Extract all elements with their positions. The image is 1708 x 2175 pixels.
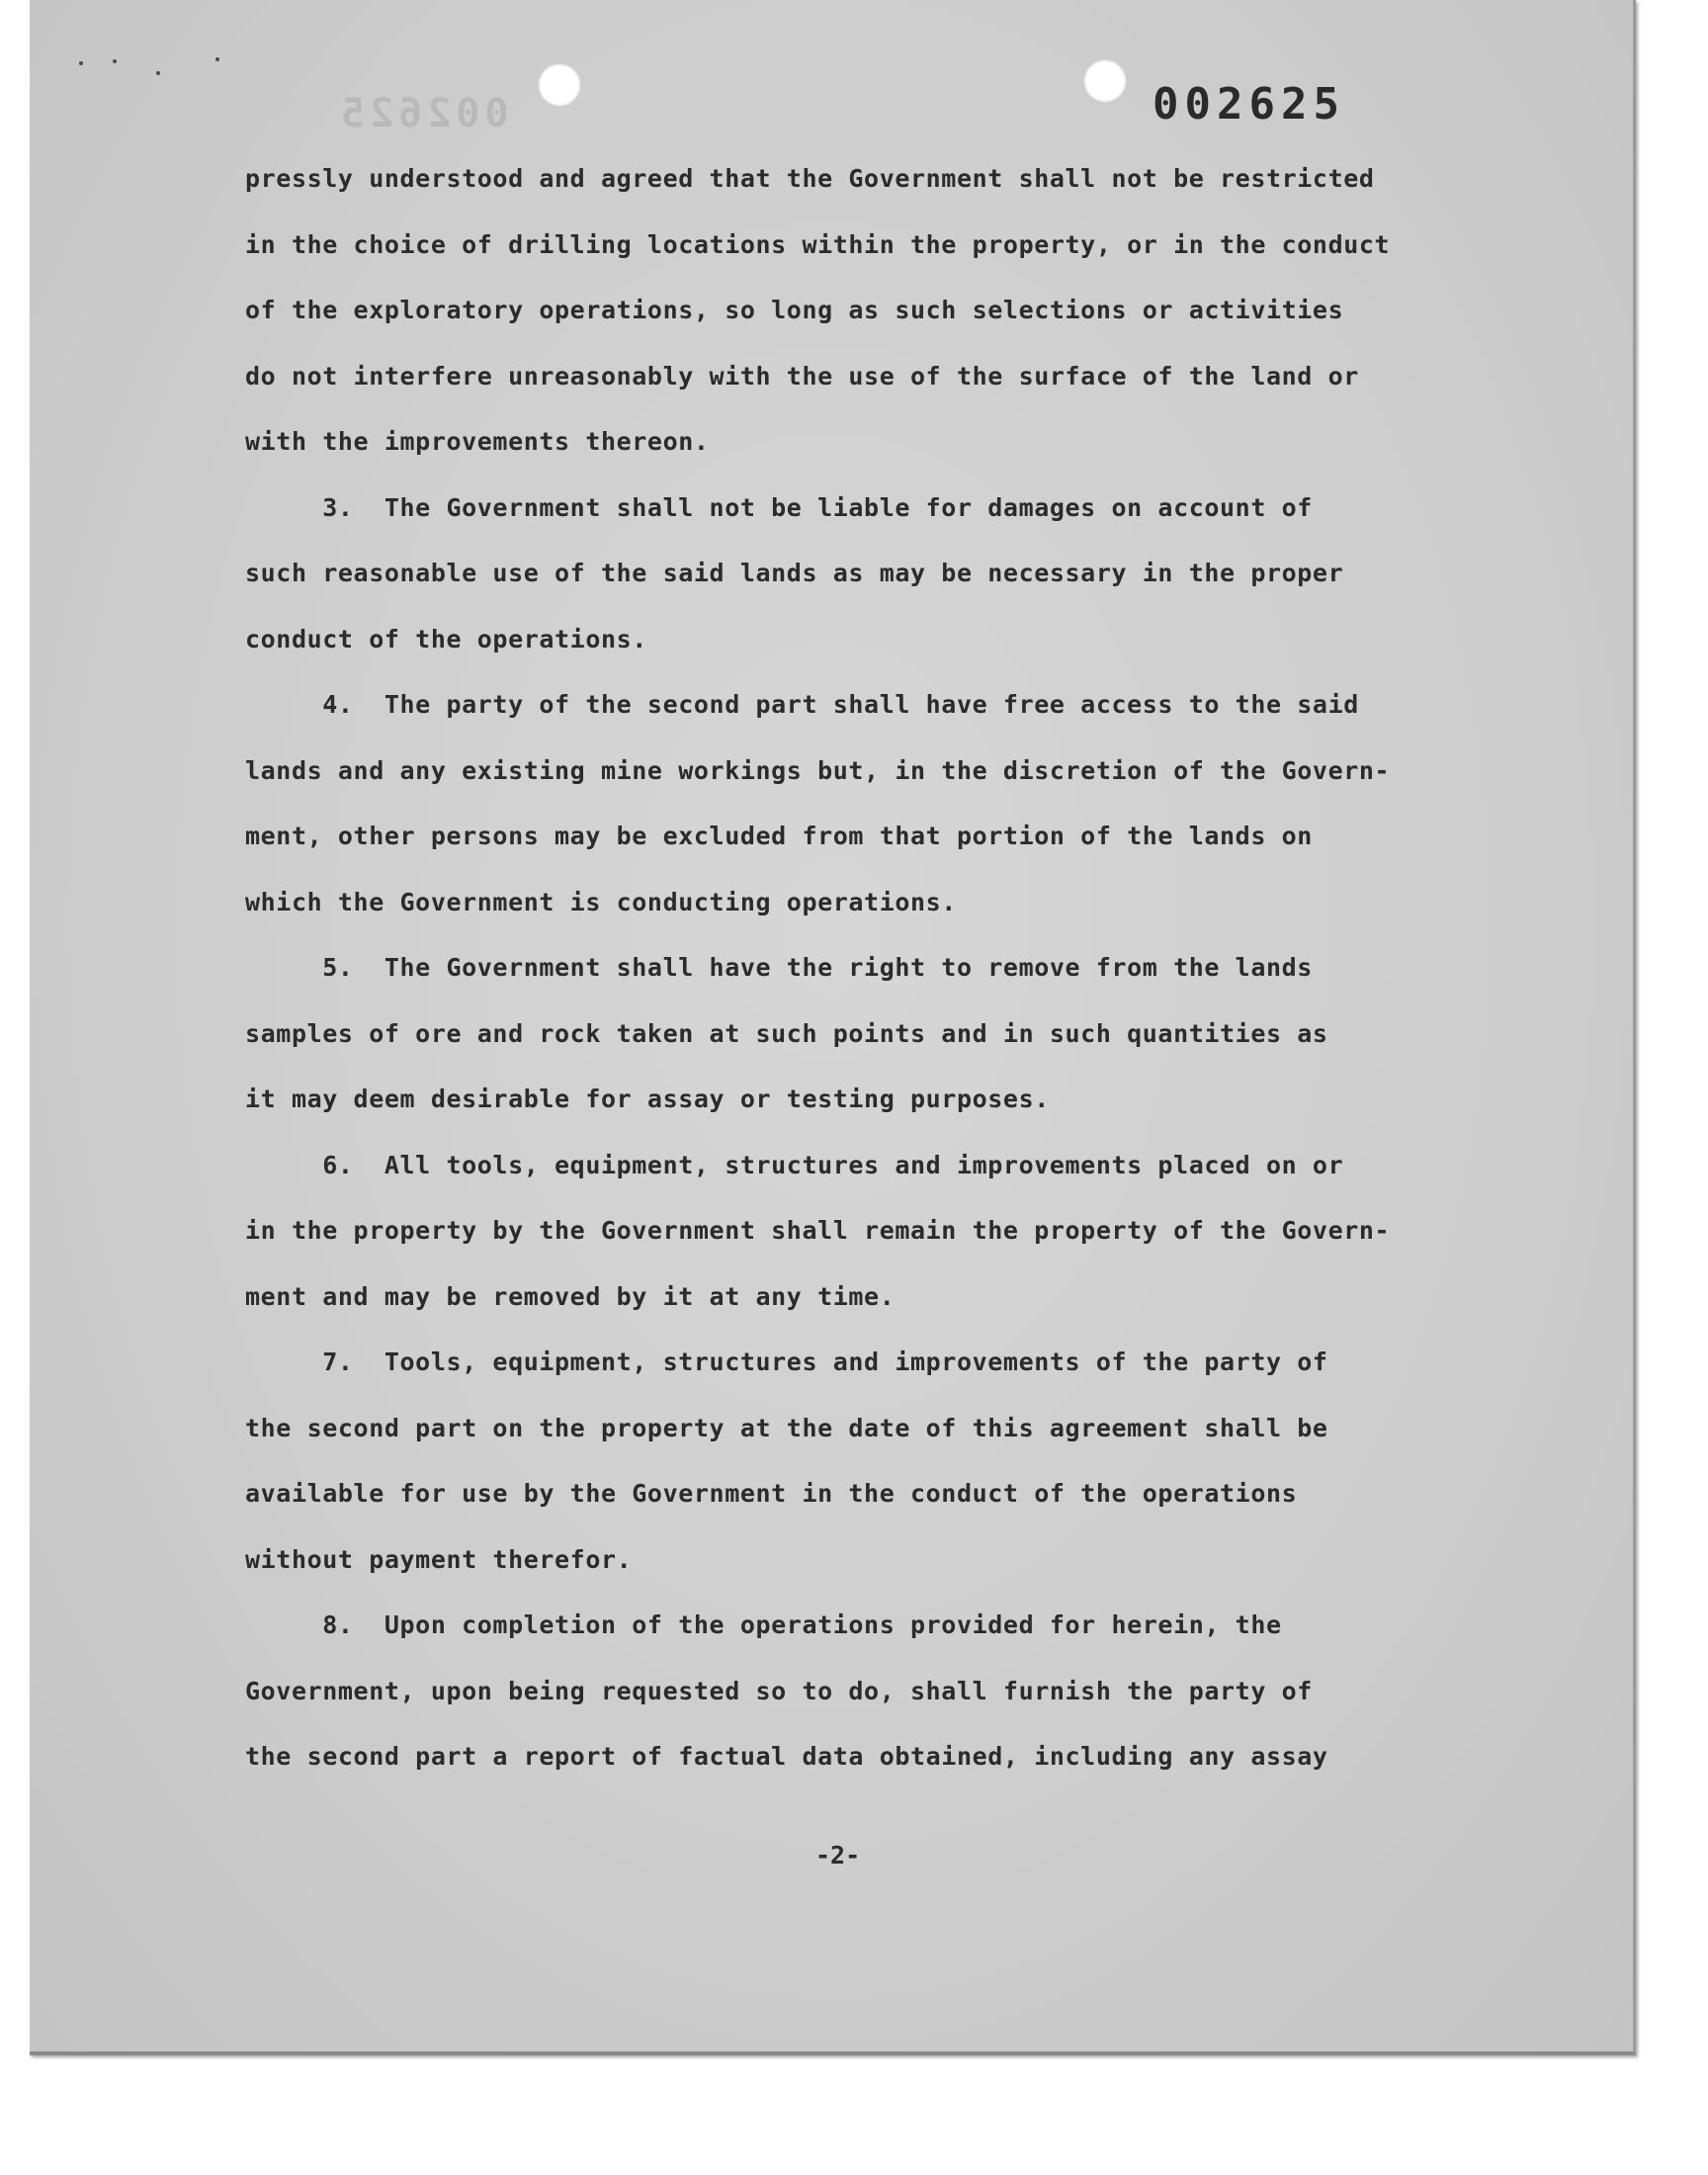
text-line: samples of ore and rock taken at such points and in such quantities as [245, 1018, 1328, 1048]
body-text [245, 146, 1530, 1790]
text-line: 7. Tools, equipment, structures and improvements of the party of [245, 1348, 1328, 1376]
text-line: 6. All tools, equipment, structures and improvements placed on or [245, 1150, 1344, 1179]
text-line: with the improvements thereon. [245, 427, 710, 456]
text-line: 5. The Government shall have the right to remove from the lands [245, 953, 1313, 982]
document-number: 002625 [1153, 79, 1345, 130]
bleed-through-number: 002625 [336, 91, 509, 136]
document-page [30, 0, 1636, 2055]
speck [113, 59, 117, 63]
text-line: which the Government is conducting operations. [245, 887, 957, 916]
text-line: 4. The party of the second part shall have free access to the said [245, 690, 1359, 719]
text-line: of the exploratory operations, so long as such selections or activities [245, 296, 1344, 324]
text-line: do not interfere unreasonably with the use of the surface of the land or [245, 361, 1359, 391]
text-line: in the property by the Government shall remain the property of the Govern- [245, 1216, 1391, 1245]
text-line: Government, upon being requested so to do, shall furnish the party of [245, 1676, 1313, 1705]
text-line: ment, other persons may be excluded from that portion of the lands on [245, 822, 1313, 850]
text-line: the second part a report of factual data obtained, including any assay [245, 1742, 1328, 1771]
text-line: 8. Upon completion of the operations provided for herein, the [245, 1610, 1282, 1639]
speck [79, 61, 83, 65]
page-number: -2- [815, 1841, 861, 1870]
text-line: without payment therefor. [245, 1544, 633, 1574]
text-line: 3. The Government shall not be liable for damages on account of [245, 492, 1313, 522]
text-line: conduct of the operations. [245, 624, 647, 653]
text-line: such reasonable use of the said lands as may be necessary in the proper [245, 559, 1344, 587]
text-line: the second part on the property at the date of this agreement shall be [245, 1413, 1328, 1442]
punch-hole-right [1083, 59, 1127, 103]
speck [215, 57, 219, 61]
speck [156, 71, 160, 75]
text-line: available for use by the Government in the conduct of the operations [245, 1479, 1298, 1508]
text-line: lands and any existing mine workings but, in the discretion of the Govern- [245, 755, 1391, 785]
punch-hole-left [538, 63, 581, 107]
text-line: pressly understood and agreed that the Government shall not be restricted [245, 164, 1375, 193]
text-line: in the choice of drilling locations within the property, or in the conduct [245, 229, 1391, 259]
text-line: ment and may be removed by it at any time. [245, 1281, 896, 1311]
text-line: it may deem desirable for assay or testing purposes. [245, 1085, 1050, 1113]
